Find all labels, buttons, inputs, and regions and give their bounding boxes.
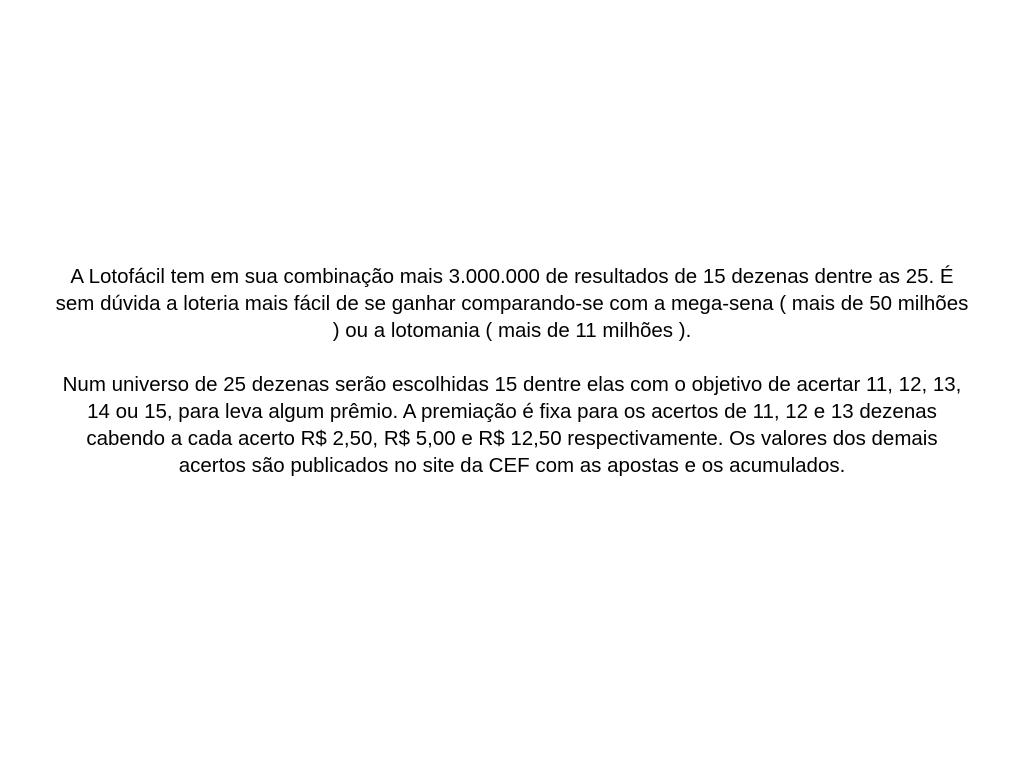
- paragraph-intro: A Lotofácil tem em sua combinação mais 3.000.000 de resultados de 15 dezenas dentre as 25. É sem dúvida a loteria mais fácil de se ganhar comparando-se com a mega-sena ( mais de 50 milhões ) ou a lotomania ( mais de 11 milhões ).: [55, 265, 969, 342]
- slide-text-block: [52, 263, 972, 479]
- paragraph-spacer: [52, 344, 972, 371]
- paragraph-rules: Num universo de 25 dezenas serão escolhidas 15 dentre elas com o objetivo de acertar 11, 12, 13, 14 ou 15, para leva algum prêmio. A premiação é fixa para os acertos de 11, 12 e 13 dezenas cabendo a cada acerto R$ 2,50, R$ 5,00 e R$ 12,50 respectivamente. Os valores dos demais acertos são publicados no site da CEF com as apostas e os acumulados.: [62, 373, 962, 477]
